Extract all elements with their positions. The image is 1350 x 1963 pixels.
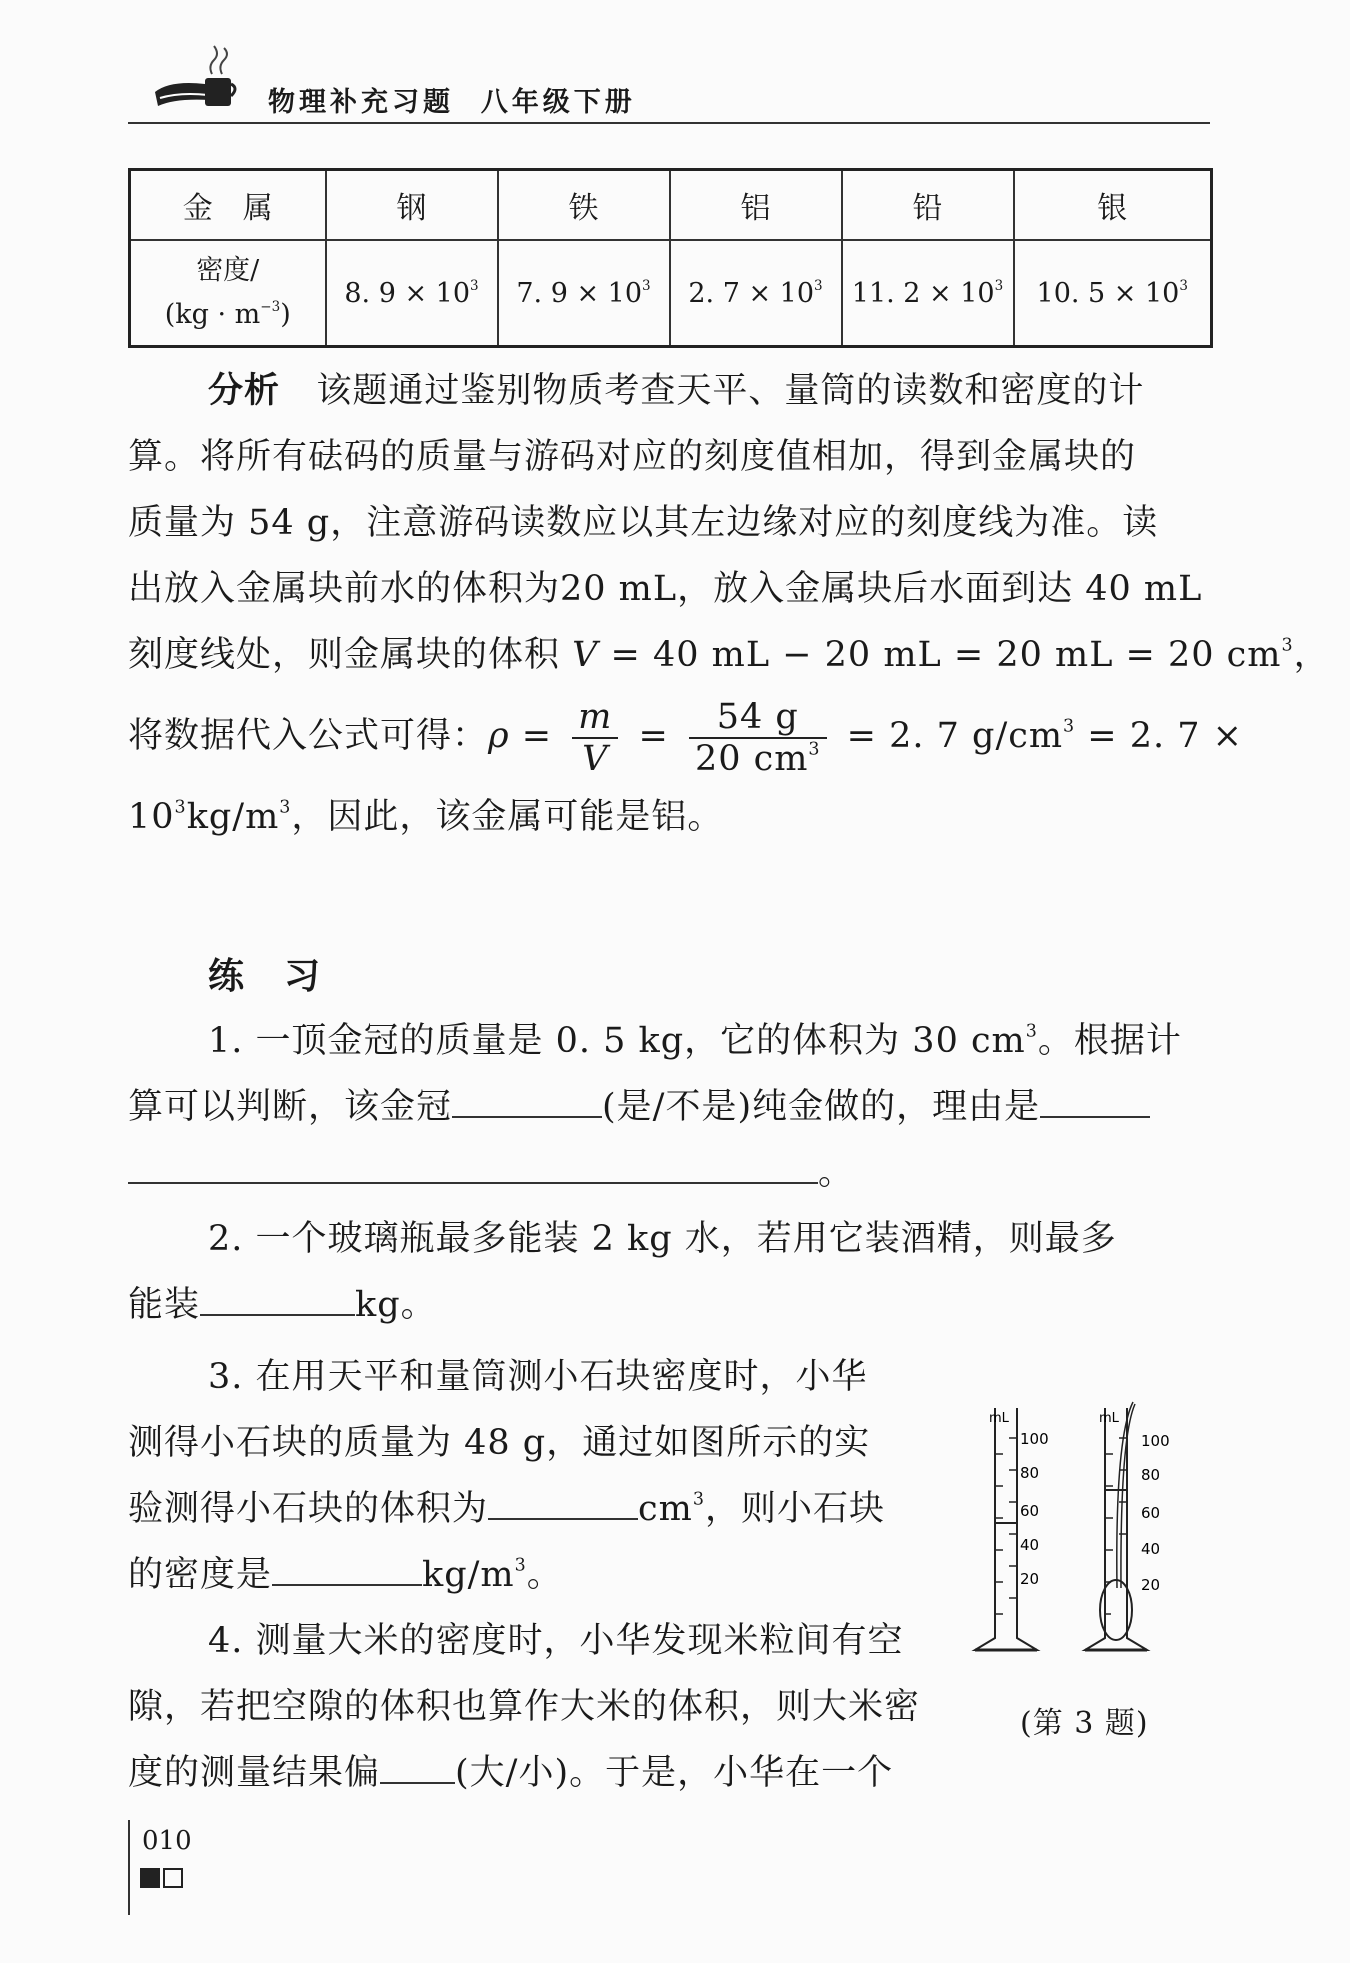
table-row [130,240,1212,347]
question-line: 的密度是 $kg/m^3$。 [128,1542,968,1608]
cylinder-right [1085,1402,1170,1650]
analysis-line: $10^3kg/m^3$，因此，该金属可能是铝。 [128,797,724,837]
density-unit: $(kg \cdot m^{-3})$ [164,298,291,330]
tick-label: 20 [1020,1570,1040,1588]
table-header-row [130,170,1212,241]
question-line: 验测得小石块的体积为 $cm^3$，则小石块 [128,1476,968,1542]
analysis-line: 出放入金属块前水的体积为20 mL，放入金属块后水面到达 40 mL [128,569,1203,609]
analysis-line: 算。将所有砝码的质量与游码对应的刻度值相加，得到金属块的 [128,437,1137,477]
question-line: 隙，若把空隙的体积也算作大米的体积，则大米密 [128,1687,921,1727]
book-cup-logo-icon [150,40,240,115]
question-line: 4. 测量大米的密度时，小华发现米粒间有空 [208,1621,904,1661]
tick-label: 60 [1020,1502,1040,1520]
question-line: 。 [128,1140,1218,1206]
tick-label: 100 [1020,1430,1049,1448]
table-header-cell: 铅 [842,170,1014,241]
tick-label: 80 [1020,1464,1040,1482]
practice-q3-q4 [128,1344,968,1806]
table-header-cell: 钢 [326,170,498,241]
answer-blank[interactable] [272,1552,422,1586]
tick-label: 100 [1141,1432,1170,1450]
footer-squares-icon [140,1868,183,1888]
answer-blank[interactable] [1040,1084,1150,1118]
figure-caption: (第 3 题) [1020,1706,1149,1741]
practice-q1-q2 [128,1008,1218,1338]
answer-blank[interactable] [380,1750,455,1784]
analysis-line: 分析 该题通过鉴别物质考查天平、量筒的读数和密度的计 [208,371,1145,411]
density-table [128,168,1213,348]
analysis-line: 质量为 54 g，注意游码读数应以其左边缘对应的刻度线为准。读 [128,503,1159,543]
question-line: 1. 一顶金冠的质量是 0. 5 kg，它的体积为 30 $cm^3$。根据计 [208,1021,1182,1061]
empty-square-icon [163,1868,183,1888]
tick-label: 20 [1141,1576,1161,1594]
table-cell: 8. $9 \times 10^3$ [326,240,498,347]
analysis-line: 刻度线处，则金属块的体积 V = 40 mL − 20 mL = 20 mL = 20 $cm^3$， [128,635,1330,675]
tick-label: 80 [1141,1466,1161,1484]
question-line: 度的测量结果偏 (大/小)。于是，小华在一个 [128,1740,968,1806]
table-cell: 11. $2 \times 10^3$ [842,240,1014,347]
tick-label: 40 [1141,1540,1161,1558]
question-line: 测得小石块的质量为 48 g，通过如图所示的实 [128,1423,871,1463]
table-header-cell: 金 属 [130,170,326,241]
answer-blank[interactable] [128,1150,818,1184]
table-cell: 10. $5 \times 10^3$ [1014,240,1212,347]
question-line: 能装 kg。 [128,1272,1218,1338]
question-line: 3. 在用天平和量筒测小石块密度时，小华 [208,1357,868,1397]
header-title: 物理补充习题 八年级下册 [268,87,636,118]
practice-title: 练习 [208,956,361,997]
cylinder-left [975,1408,1049,1650]
tick-label: 40 [1020,1536,1040,1554]
formula-line: 将数据代入公式可得：ρ = $\frac{m}{V}$ = $\frac{54 g}{20 cm^3}$ = 2. 7 $g/cm^3 = 2$. 7 × [128,696,1243,779]
footer-bar [128,1820,130,1915]
analysis-paragraph [128,358,1330,850]
unit-label: mL [1099,1411,1119,1426]
table-header-cell: 铁 [498,170,670,241]
table-cell: 7. $9 \times 10^3$ [498,240,670,347]
fraction-values: $\frac{54 g}{20 cm^3}$ [689,697,827,779]
analysis-label: 分析 [208,371,281,411]
answer-blank[interactable] [488,1486,638,1520]
filled-square-icon [140,1868,160,1888]
table-header-cell: 铝 [670,170,842,241]
tick-label: 60 [1141,1504,1161,1522]
graduated-cylinders-figure [965,1398,1215,1668]
answer-blank[interactable] [452,1084,602,1118]
table-cell: 2. $7 \times 10^3$ [670,240,842,347]
table-row-label [130,240,326,347]
question-line: 2. 一个玻璃瓶最多能装 2 kg 水，若用它装酒精，则最多 [208,1219,1117,1259]
question-line: 算可以判断，该金冠 (是/不是)纯金做的，理由是 [128,1074,1218,1140]
page-number: 010 [142,1826,192,1856]
density-label: 密度/ [196,255,260,286]
fraction-m-over-v: $\frac{m}{V}$ [572,697,618,779]
answer-blank[interactable] [200,1282,355,1316]
table-header-cell: 银 [1014,170,1212,241]
header-divider [128,122,1210,124]
unit-label: mL [989,1411,1009,1426]
